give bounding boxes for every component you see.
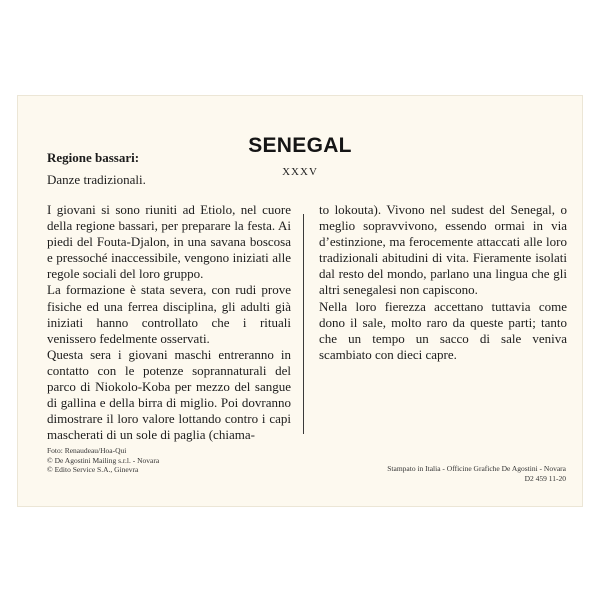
paragraph: Questa sera i giovani maschi entreranno in contatto con le potenze soprannaturali del parco di Niokolo-Koba per mezzo del sangue di gallina e della birra di miglio. Poi dovranno dimostrare il loro valore lottando contro i capi mascherati di un sole di paglia (chiama- (47, 346, 291, 443)
credit-line: © De Agostini Mailing s.r.l. - Novara (47, 455, 160, 465)
text-column-left (47, 202, 291, 443)
postcard-back (18, 96, 582, 506)
paragraph: Nella loro fierezza accettano tuttavia come dono il sale, molto raro da queste parti; tanto che un tempo un sacco di sale veniva scambiato con dieci capre. (319, 298, 567, 362)
catalog-code: D2 459 11-20 (524, 473, 566, 483)
paragraph: I giovani si sono riuniti ad Etiolo, nel cuore della regione bassari, per preparare la festa. Ai piedi del Fouta-Djalon, in una savana boscosa e pressoché inaccessibile, vengono iniziati alle regole sociali del loro gruppo. (47, 202, 291, 282)
card-number: XXXV (282, 166, 318, 178)
region-heading: Regione bassari: (47, 150, 140, 165)
card-title: SENEGAL (248, 134, 352, 157)
text-column-right (319, 202, 567, 363)
photo-credits (47, 446, 159, 475)
paragraph: La formazione è stata severa, con rudi prove fisiche ed una ferrea disciplina, gli adulti già iniziati hanno controllato che i rituali venissero fedelmente osservati. (47, 282, 291, 346)
region-subtitle: Danze tradizionali. (47, 172, 146, 187)
paragraph: to lokouta). Vivono nel sudest del Senegal, o meglio sopravvivono, essendo ormai in via d’estinzione, ma ferocemente attaccati alle loro tradizionali abitudini di vita. Fieramente isolati dal resto del mondo, parlano una lingua che gli altri senegalesi non capiscono. (319, 202, 567, 298)
column-divider (303, 214, 304, 434)
print-info (387, 464, 566, 483)
credit-line: © Edito Service S.A., Ginevra (47, 465, 139, 474)
printer-line: Stampato in Italia - Officine Grafiche De Agostini - Novara (387, 464, 566, 473)
credit-line: Foto: Renaudeau/Hoa-Qui (47, 446, 127, 455)
